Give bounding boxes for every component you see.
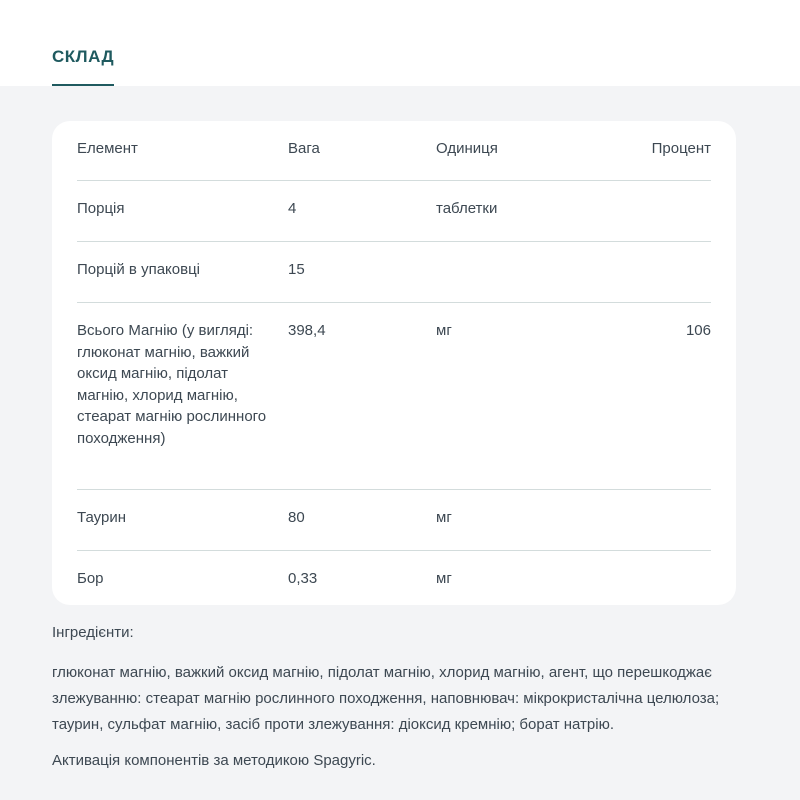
cell-weight: 15 bbox=[288, 261, 305, 278]
cell-name: Всього Магнію (у вигляді: глюконат магнію, важкий оксид магнію, підолат магнію, хлорид магнію, стеарат магнію рослинного походження) bbox=[77, 322, 267, 447]
cell-name: Порція bbox=[77, 200, 125, 217]
composition-table bbox=[77, 121, 711, 609]
cell-weight: 4 bbox=[288, 200, 297, 217]
activation-note: Активація компонентів за методикою Spagyric. bbox=[52, 752, 376, 769]
table-row bbox=[77, 181, 711, 242]
cell-name: Порцій в упаковці bbox=[77, 261, 201, 278]
cell-name: Таурин bbox=[77, 509, 126, 526]
composition-card bbox=[52, 121, 736, 605]
ingredients-label: Інгредієнти: bbox=[52, 624, 134, 641]
table-row bbox=[77, 242, 711, 303]
cell-weight: 398,4 bbox=[288, 322, 326, 339]
tab-bar bbox=[0, 0, 800, 86]
table-row bbox=[77, 490, 711, 551]
table-row bbox=[77, 551, 711, 609]
table-row bbox=[77, 303, 711, 490]
cell-unit: таблетки bbox=[436, 200, 498, 217]
cell-weight: 0,33 bbox=[288, 570, 318, 587]
header-weight: Вага bbox=[288, 140, 320, 157]
cell-percent: 106 bbox=[685, 322, 711, 339]
cell-unit: мг bbox=[436, 322, 452, 339]
tab-composition[interactable]: СКЛАД bbox=[52, 44, 114, 86]
cell-unit: мг bbox=[436, 509, 452, 526]
cell-unit: мг bbox=[436, 570, 452, 587]
header-unit: Одиниця bbox=[436, 140, 498, 157]
table-header-row bbox=[77, 121, 711, 181]
cell-weight: 80 bbox=[288, 509, 305, 526]
ingredients-text: глюконат магнію, важкий оксид магнію, підолат магнію, хлорид магнію, агент, що перешкоджає злежуванню: стеарат магнію рослинного походження, наповнювач: мікрокристалічна целюлоза; таурин, сульфат магнію, засіб проти злежування: діоксид кремнію; борат натрію. bbox=[52, 664, 720, 733]
header-element: Елемент bbox=[77, 140, 138, 157]
cell-name: Бор bbox=[77, 570, 104, 587]
header-percent: Процент bbox=[651, 140, 711, 157]
